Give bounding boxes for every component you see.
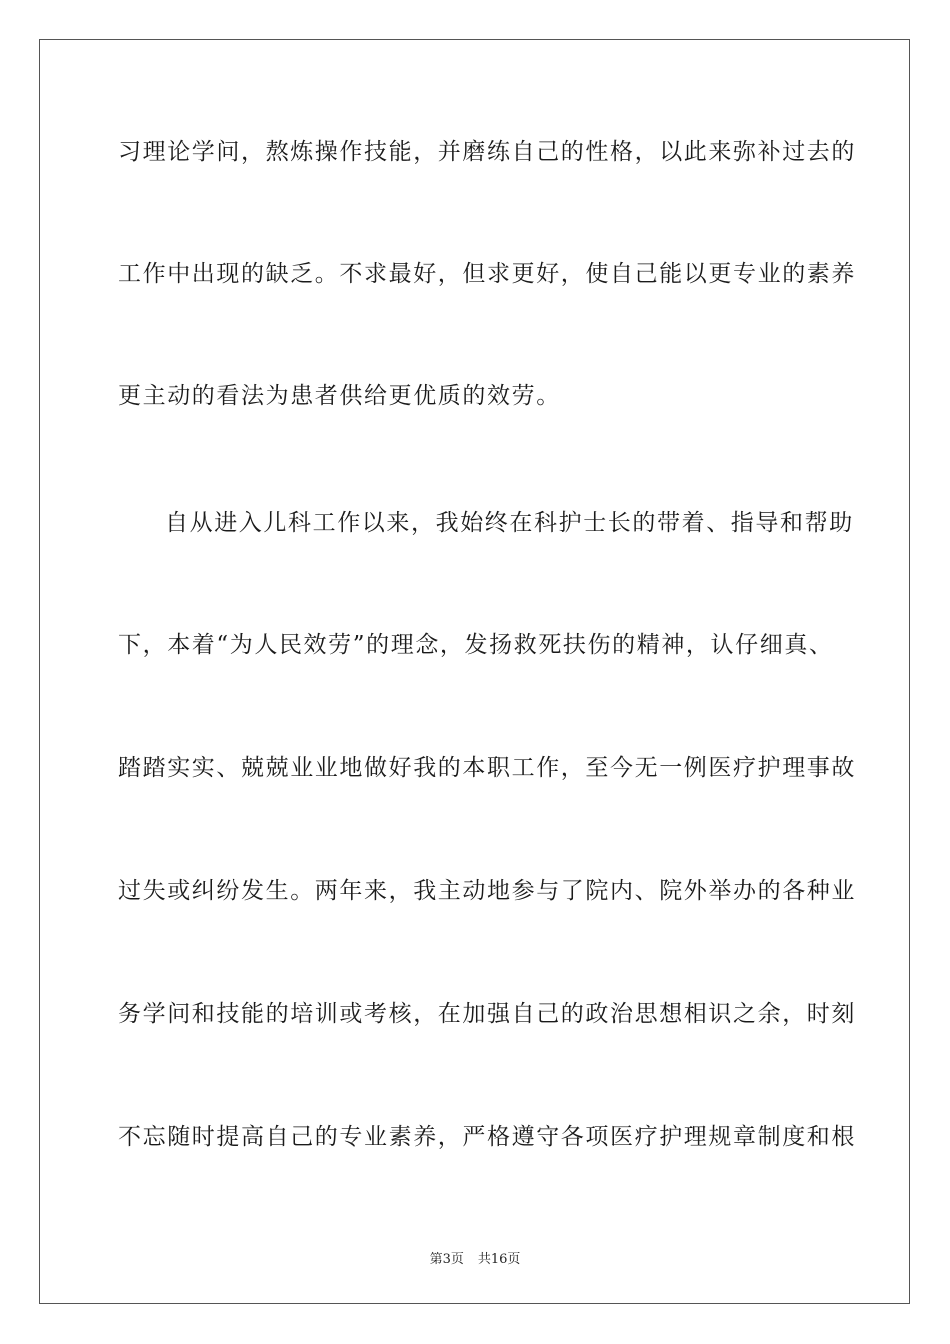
text-line-7: 过失或纠纷发生。两年来，我主动地参与了院内、院外举办的各种业 [118,878,856,904]
text-line-6: 踏踏实实、兢兢业业地做好我的本职工作，至今无一例医疗护理事故 [118,755,856,781]
text-line-9: 不忘随时提高自己的专业素养，严格遵守各项医疗护理规章制度和根 [118,1124,856,1150]
text-line-5: 下，本着“为人民效劳”的理念，发扬救死扶伤的精神，认仔细真、 [118,632,834,658]
page-frame [39,39,910,1304]
text-line-1: 习理论学问，熬炼操作技能，并磨练自己的性格，以此来弥补过去的 [118,139,856,165]
page-number: 第3页 [429,1252,464,1267]
text-line-3: 更主动的看法为患者供给更优质的效劳。 [118,383,561,409]
text-line-2: 工作中出现的缺乏。不求最好，但求更好，使自己能以更专业的素养 [118,261,856,287]
text-line-4: 自从进入儿科工作以来，我始终在科护士长的带着、指导和帮助 [165,510,854,536]
text-line-8: 务学问和技能的培训或考核，在加强自己的政治思想相识之余，时刻 [118,1001,856,1027]
page-total: 共16页 [477,1252,521,1267]
page-footer [0,1248,950,1267]
